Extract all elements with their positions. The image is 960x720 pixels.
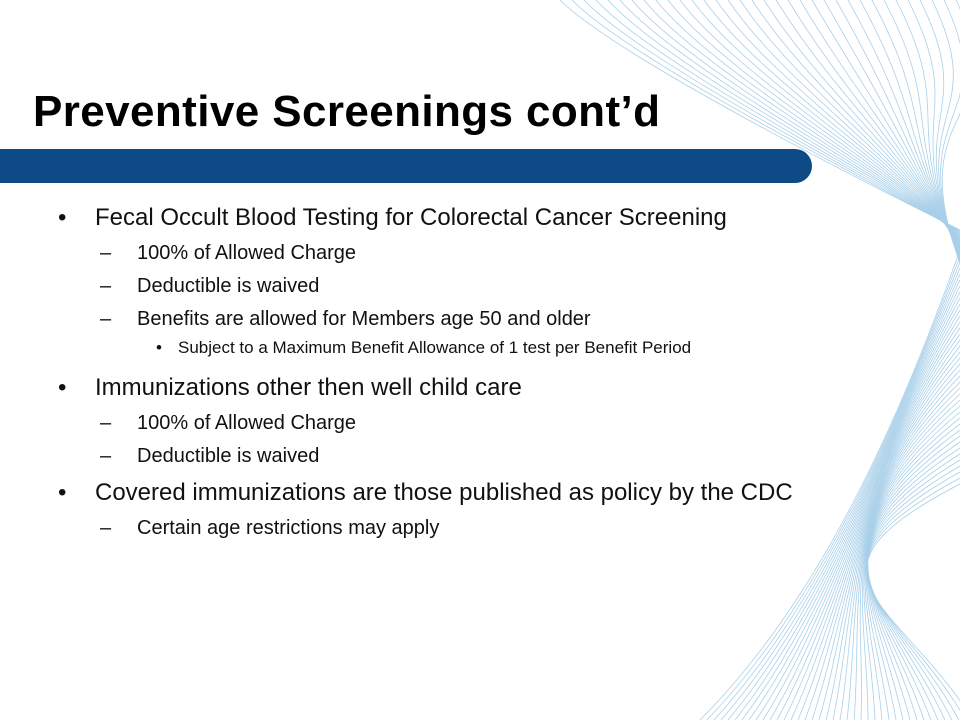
bullet-marker: •	[58, 204, 67, 231]
dash-marker: –	[100, 445, 112, 467]
bullet-text: Fecal Occult Blood Testing for Colorectal Cancer Screening	[95, 204, 727, 231]
sub-bullet-item	[58, 411, 858, 435]
sub-bullet-item	[58, 444, 858, 468]
sub-bullet-text: 100% of Allowed Charge	[137, 412, 357, 434]
sub-sub-bullet-item	[58, 337, 858, 359]
sub-bullet-text: 100% of Allowed Charge	[137, 242, 357, 264]
title-underline-bar	[0, 149, 812, 183]
slide-title: Preventive Screenings cont’d	[33, 87, 661, 136]
bullet-item	[58, 203, 858, 232]
bullet-text: Covered immunizations are those published as policy by the CDC	[95, 479, 793, 506]
sub-bullet-item	[58, 307, 858, 331]
dash-marker: –	[100, 412, 112, 434]
sub-bullet-item	[58, 241, 858, 265]
dash-marker: –	[100, 242, 112, 264]
sub-sub-bullet-text: Subject to a Maximum Benefit Allowance of 1 test per Benefit Period	[178, 338, 692, 357]
bullet-text: Immunizations other then well child care	[95, 374, 522, 401]
bullet-marker: •	[156, 338, 162, 357]
dash-marker: –	[100, 275, 112, 297]
sub-bullet-item	[58, 516, 858, 540]
bullet-marker: •	[58, 479, 67, 506]
dash-marker: –	[100, 517, 112, 539]
dash-marker: –	[100, 308, 112, 330]
sub-bullet-text: Deductible is waived	[137, 445, 320, 467]
sub-bullet-text: Deductible is waived	[137, 275, 320, 297]
sub-bullet-text: Certain age restrictions may apply	[137, 517, 440, 539]
bullet-list	[58, 203, 858, 540]
sub-bullet-item	[58, 274, 858, 298]
bullet-marker: •	[58, 374, 67, 401]
bullet-item	[58, 373, 858, 402]
sub-bullet-text: Benefits are allowed for Members age 50 and older	[137, 308, 591, 330]
bullet-item	[58, 478, 858, 507]
